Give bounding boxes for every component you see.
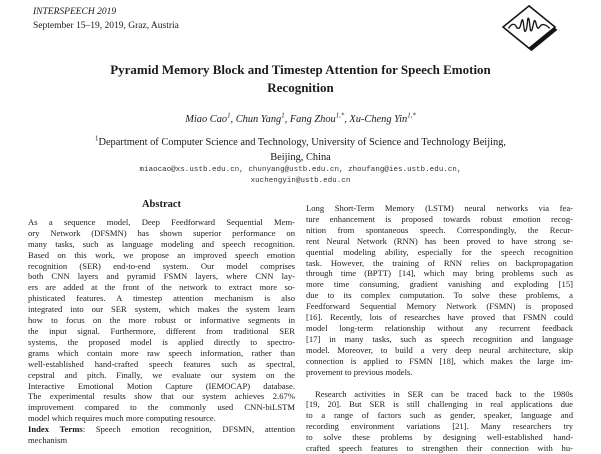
text-segment: , Fang Zhou bbox=[284, 114, 336, 125]
conference-date-location: September 15–19, 2019, Graz, Austria bbox=[33, 20, 179, 31]
text-line: ory Network (DFSMN) has shown superior performance on bbox=[28, 227, 295, 238]
author-emails bbox=[0, 165, 601, 186]
intro-paragraph-1 bbox=[306, 203, 573, 378]
text-line: rent Neural Network (RNN) has been proved to have strong se- bbox=[306, 235, 573, 246]
text-line: Feedforward Sequential Memory Network (FSMN) is proposed bbox=[306, 301, 573, 312]
text-line: grams which contain more raw speech information, rather than bbox=[28, 347, 295, 358]
text-line: recognition (SER) end-to-end system. Our model comprises bbox=[28, 260, 295, 271]
text-line: through time (BPTT) [14], which may bring problems such as bbox=[306, 268, 573, 279]
index-terms-line2: mechanism bbox=[28, 435, 68, 446]
affiliation-line1 bbox=[0, 136, 601, 151]
intro-paragraph-2 bbox=[306, 389, 573, 454]
text-line: [17] in many tasks, such as speech recognition and language bbox=[306, 333, 573, 344]
text-line: [16]. Recently, lots of researches have proved that FSMN could bbox=[306, 312, 573, 323]
text-segment: Miao Cao bbox=[185, 114, 228, 125]
text-line: task. However, the training of RNN relies on backpropagation bbox=[306, 257, 573, 268]
isca-logo-icon bbox=[499, 2, 561, 54]
conference-name: INTERSPEECH 2019 bbox=[33, 7, 117, 17]
text-line: to a range of factors such as gender, speaker, language and bbox=[306, 410, 573, 421]
text-segment: 1 bbox=[281, 112, 285, 120]
text-line: provement to previous models. bbox=[306, 366, 413, 377]
text-segment: , Chun Yang bbox=[230, 114, 282, 125]
text-line: more time consuming, gradient vanishing and exploding [15] bbox=[306, 279, 573, 290]
index-terms-line1 bbox=[28, 424, 295, 435]
text-line: cepstral and pitch. Finally, we evaluate our system on the bbox=[28, 369, 295, 380]
text-line: well-established hand-crafted speech features such as spectral, bbox=[28, 358, 295, 369]
text-line: Long Short-Term Memory (LSTM) neural networks via fea- bbox=[306, 203, 573, 213]
conference-header bbox=[33, 6, 179, 33]
text-line: quential modeling ability, especially for the speech recognition bbox=[306, 246, 573, 257]
text-line: systems, the proposed model is applied directly to spectro- bbox=[28, 336, 295, 347]
text-line: Based on this work, we propose an improved speech emotion bbox=[28, 249, 295, 260]
text-line: Recognition bbox=[267, 80, 334, 95]
text-segment: 1 bbox=[227, 112, 231, 120]
text-line: due to its complex computation. To solve these problems, a bbox=[306, 290, 573, 301]
text-segment: 1,* bbox=[335, 112, 345, 120]
text-line: ture enhancement is proposed towards robust emotion recog- bbox=[306, 213, 573, 224]
text-segment: Index Terms bbox=[28, 424, 83, 435]
text-line: how to focus on the more robust or informative segments in bbox=[28, 315, 295, 326]
paper-title bbox=[30, 61, 571, 97]
affiliation-line2: Beijing, China bbox=[270, 151, 331, 163]
text-line: both CNN layers and pyramid FSMN layers, where CNN lay- bbox=[28, 271, 295, 282]
text-line: ers are added at the front of the network to extract more so- bbox=[28, 282, 295, 293]
text-line: As a sequence model, Deep Feedforward Sequential Mem- bbox=[28, 216, 295, 227]
text-line: Interactive Emotional Motion Capture (IEMOCAP) database. bbox=[28, 380, 295, 391]
text-line: model long-term relationship without any recurrent feedback bbox=[306, 322, 573, 333]
text-segment: , Xu-Cheng Yin bbox=[344, 114, 408, 125]
text-segment: Department of Computer Science and Technology, University of Science and Technology Beijing, bbox=[98, 137, 506, 148]
text-line: model which requires much more computing resource. bbox=[28, 413, 216, 424]
text-line: many tasks, such as language modeling and speech recognition. bbox=[28, 238, 295, 249]
text-line: model. Moreover, to build a very deep neural architecture, skip bbox=[306, 344, 573, 355]
abstract-heading: Abstract bbox=[141, 199, 182, 210]
abstract-paragraph bbox=[28, 217, 295, 424]
text-segment: 1 bbox=[95, 135, 99, 143]
text-line: xuchengyin@ustb.edu.cn bbox=[250, 176, 351, 185]
right-column bbox=[306, 203, 573, 454]
text-segment: 1,* bbox=[407, 112, 416, 120]
text-line: recording environment variations [21]. Many researchers try bbox=[306, 421, 573, 432]
text-line: Pyramid Memory Block and Timestep Attention for Speech Emotion bbox=[110, 62, 491, 77]
text-line: improvement compared to the commonly used CNN-biLSTM bbox=[28, 402, 295, 413]
text-line: nition from spontaneous speech. Correspondingly, the Recur- bbox=[306, 224, 573, 235]
text-line: integrated into our SER system, which makes the system learn bbox=[28, 304, 295, 315]
text-line: the input signal. Furthermore, different from traditional SER bbox=[28, 325, 295, 336]
authors-line bbox=[0, 114, 601, 125]
text-line: Research activities in SER can be traced back to the 1980s bbox=[315, 388, 573, 399]
text-line: to solve these problems by designing well-established hand- bbox=[306, 432, 573, 443]
affiliation bbox=[0, 136, 601, 165]
text-segment: : Speech emotion recognition, DFSMN, attention bbox=[82, 424, 295, 435]
text-line: [19, 20]. But SER is still challenging in real applications due bbox=[306, 399, 573, 410]
text-line: crafted speech features to strengthen their connection with hu- bbox=[306, 443, 573, 454]
text-line: The experimental results show that our system achieves 2.67% bbox=[28, 391, 295, 402]
text-line: phisticated features. A timestep attention mechanism is also bbox=[28, 293, 295, 304]
left-column bbox=[28, 200, 295, 446]
text-line: connection is applied to FSMN [18], which makes the large im- bbox=[306, 355, 573, 366]
text-line: miaocao@xs.ustb.edu.cn, chunyang@ustb.edu.cn, zhoufang@ies.ustb.edu.cn, bbox=[139, 166, 462, 174]
